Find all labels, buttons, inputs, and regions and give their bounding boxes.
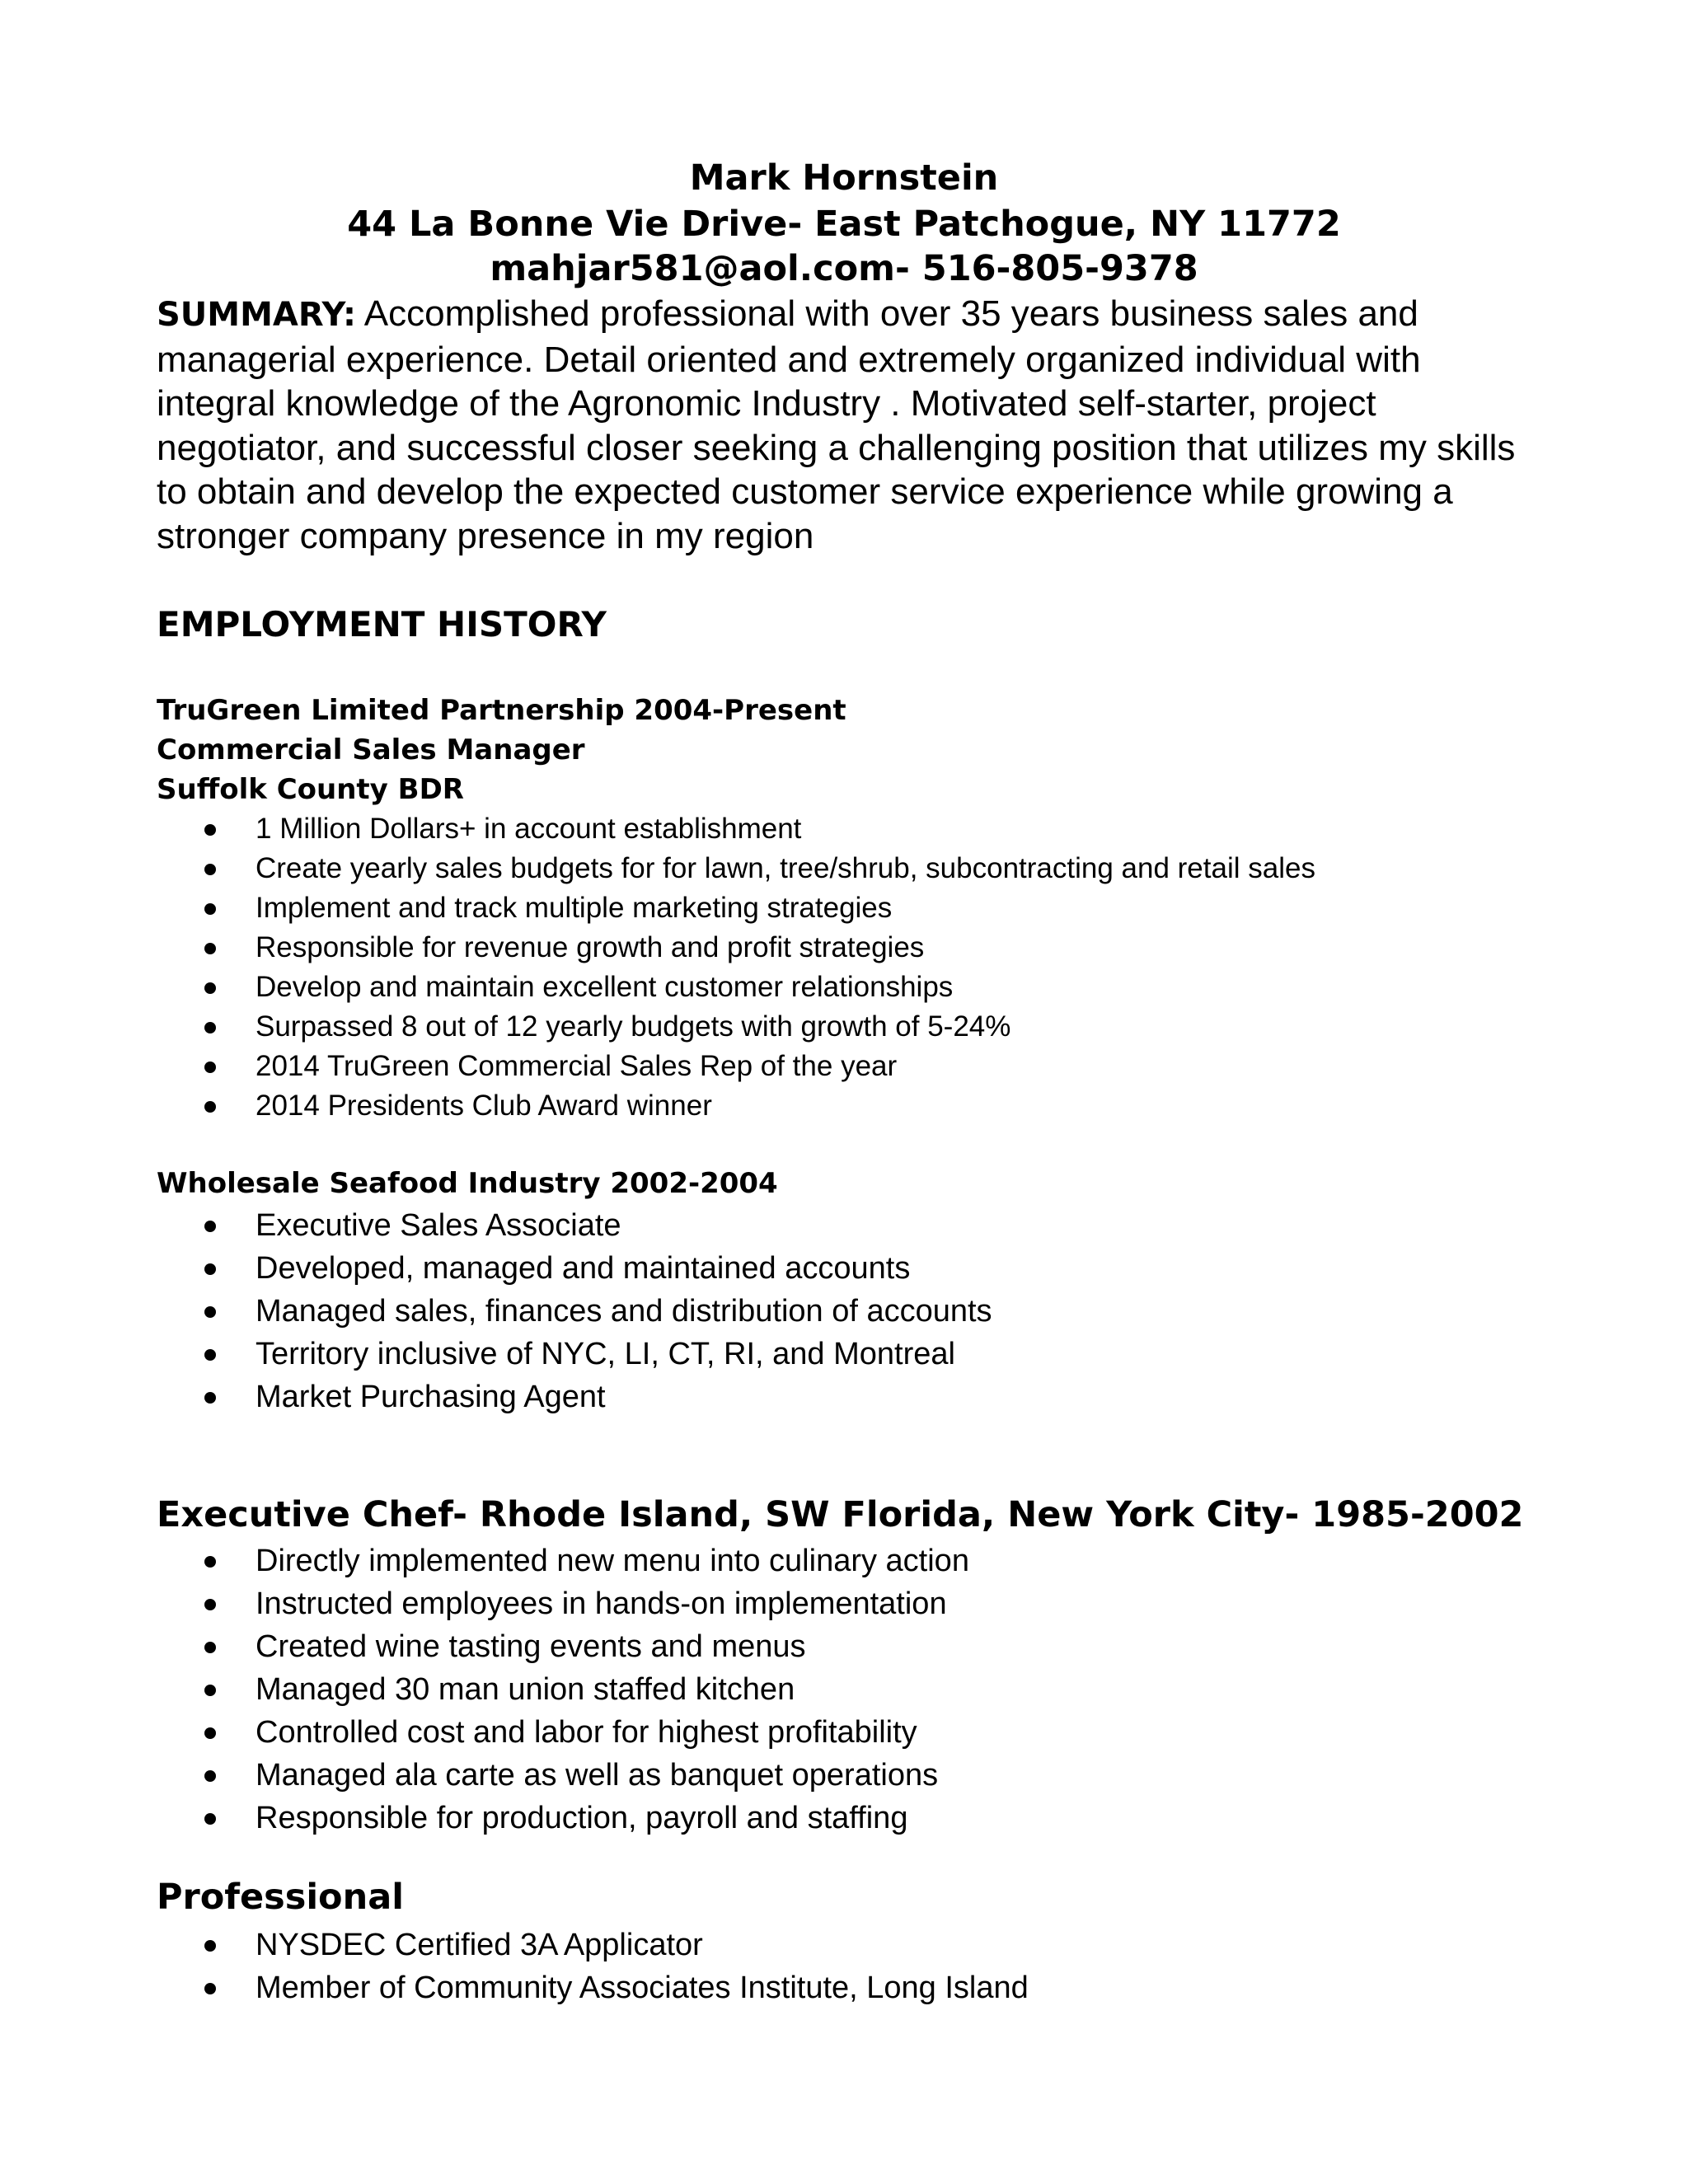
bullet-icon bbox=[204, 1770, 216, 1782]
summary-text: Accomplished professional with over 35 years business sales and managerial experience. Detail oriented and extremely organized individual with integral knowledge of the Agronomic Industry . Motivated self-starter, project negotiator, and successful closer seeking a challenging position that utilizes my skills to obtain and develop the expected customer service experience while growing a stronger company presence in my region bbox=[157, 293, 1516, 556]
trugreen-region: Suffolk County BDR bbox=[157, 773, 464, 806]
list-item: Member of Community Associates Institute, Long Island bbox=[0, 1966, 1029, 2009]
bullet-icon bbox=[204, 1263, 216, 1275]
seafood-bullet-list bbox=[0, 1204, 992, 1418]
bullet-icon bbox=[204, 1940, 216, 1952]
list-item: Market Purchasing Agent bbox=[0, 1376, 992, 1418]
list-item: Implement and track multiple marketing strategies bbox=[0, 888, 1315, 928]
applicant-contact: mahjar581@aol.com- 516-805-9378 bbox=[490, 248, 1198, 289]
list-item: Responsible for production, payroll and staffing bbox=[0, 1797, 969, 1840]
professional-bullet-list bbox=[0, 1924, 1029, 2009]
bullet-icon bbox=[204, 1642, 216, 1653]
list-item: Executive Sales Associate bbox=[0, 1204, 992, 1247]
list-item: Directly implemented new menu into culinary action bbox=[0, 1540, 969, 1582]
list-item: Responsible for revenue growth and profit strategies bbox=[0, 928, 1315, 968]
bullet-icon bbox=[204, 1813, 216, 1825]
summary-paragraph bbox=[157, 292, 1541, 558]
bullet-icon bbox=[204, 864, 216, 875]
bullet-icon bbox=[204, 1727, 216, 1739]
list-item: Surpassed 8 out of 12 yearly budgets with growth of 5-24% bbox=[0, 1007, 1315, 1047]
applicant-name: Mark Hornstein bbox=[689, 157, 999, 199]
chef-bullet-list bbox=[0, 1540, 969, 1840]
bullet-icon bbox=[204, 1062, 216, 1073]
list-item: Developed, managed and maintained accounts bbox=[0, 1247, 992, 1290]
list-item: Controlled cost and labor for highest profitability bbox=[0, 1711, 969, 1754]
list-item: Created wine tasting events and menus bbox=[0, 1625, 969, 1668]
list-item: Instructed employees in hands-on implementation bbox=[0, 1582, 969, 1625]
list-item: Managed 30 man union staffed kitchen bbox=[0, 1668, 969, 1711]
bullet-icon bbox=[204, 1221, 216, 1232]
bullet-icon bbox=[204, 1983, 216, 1994]
summary-label: SUMMARY: bbox=[157, 296, 356, 334]
bullet-icon bbox=[204, 1392, 216, 1404]
list-item: Develop and maintain excellent customer relationships bbox=[0, 968, 1315, 1007]
list-item: 1 Million Dollars+ in account establishment bbox=[0, 809, 1315, 849]
bullet-icon bbox=[204, 1556, 216, 1568]
list-item: 2014 Presidents Club Award winner bbox=[0, 1086, 1315, 1126]
list-item: NYSDEC Certified 3A Applicator bbox=[0, 1924, 1029, 1966]
bullet-icon bbox=[204, 943, 216, 954]
bullet-icon bbox=[204, 903, 216, 915]
bullet-icon bbox=[204, 1022, 216, 1033]
bullet-icon bbox=[204, 982, 216, 994]
employment-history-heading: EMPLOYMENT HISTORY bbox=[157, 604, 607, 644]
list-item: Managed sales, finances and distribution of accounts bbox=[0, 1290, 992, 1333]
seafood-company: Wholesale Seafood Industry 2002-2004 bbox=[157, 1167, 778, 1200]
bullet-icon bbox=[204, 824, 216, 836]
bullet-icon bbox=[204, 1349, 216, 1361]
bullet-icon bbox=[204, 1101, 216, 1113]
bullet-icon bbox=[204, 1599, 216, 1610]
applicant-address: 44 La Bonne Vie Drive- East Patchogue, NY 11772 bbox=[347, 204, 1341, 245]
executive-chef-heading: Executive Chef- Rhode Island, SW Florida, New York City- 1985-2002 bbox=[157, 1494, 1524, 1535]
trugreen-company: TruGreen Limited Partnership 2004-Present bbox=[157, 694, 846, 727]
list-item: Create yearly sales budgets for for lawn, tree/shrub, subcontracting and retail sales bbox=[0, 849, 1315, 888]
bullet-icon bbox=[204, 1685, 216, 1696]
list-item: 2014 TruGreen Commercial Sales Rep of the year bbox=[0, 1047, 1315, 1086]
professional-heading: Professional bbox=[157, 1877, 404, 1918]
bullet-icon bbox=[204, 1306, 216, 1318]
trugreen-title: Commercial Sales Manager bbox=[157, 733, 585, 766]
list-item: Territory inclusive of NYC, LI, CT, RI, and Montreal bbox=[0, 1333, 992, 1376]
list-item: Managed ala carte as well as banquet operations bbox=[0, 1754, 969, 1797]
trugreen-bullet-list bbox=[0, 809, 1315, 1126]
